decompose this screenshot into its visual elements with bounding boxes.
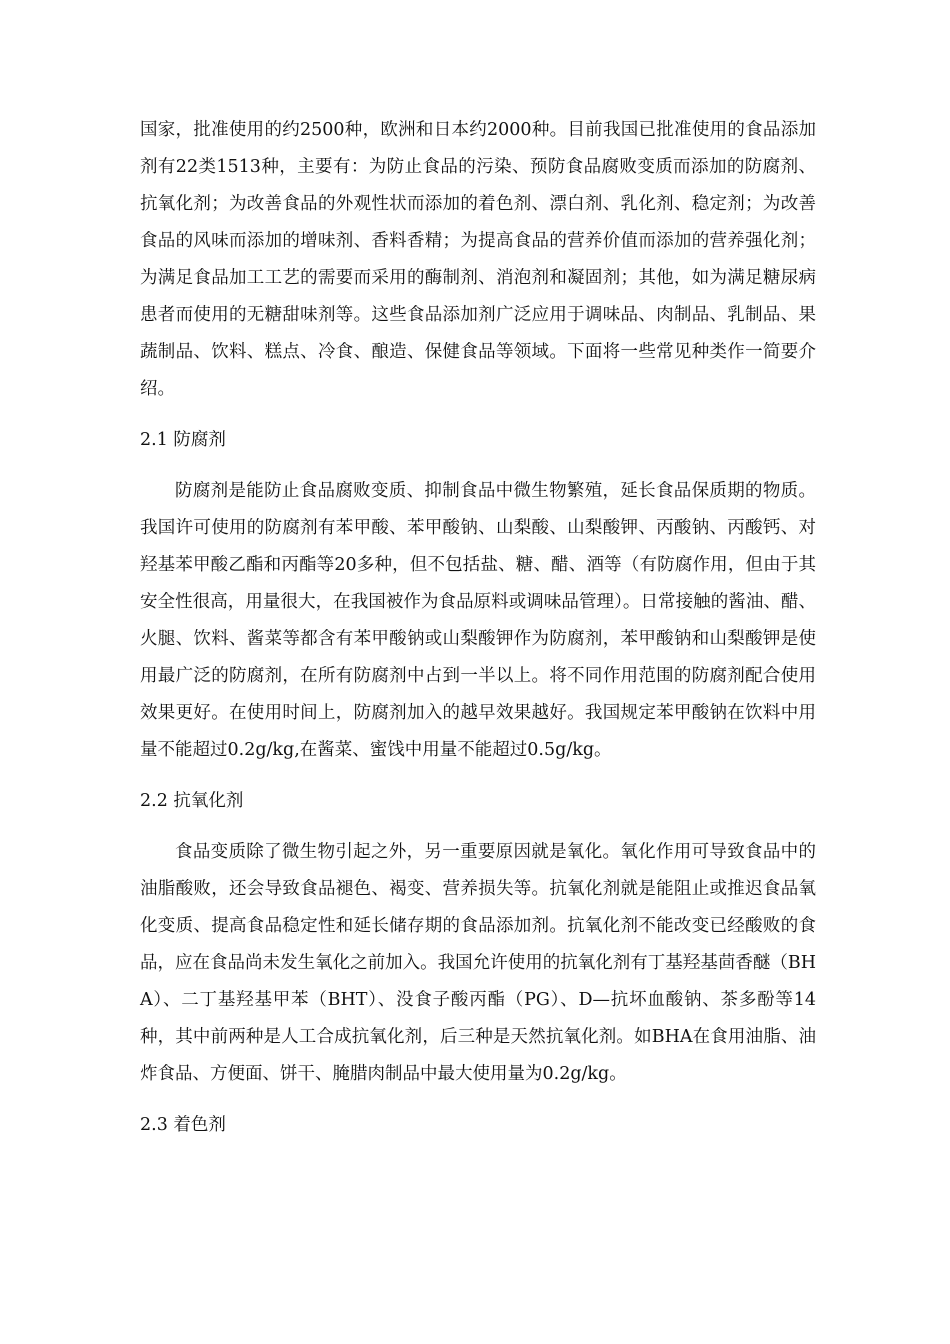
section-heading-colorants: 2.3 着色剂 (140, 1115, 226, 1135)
section-body-antioxidants: 食品变质除了微生物引起之外，另一重要原因就是氧化。氧化作用可导致食品中的油脂酸败，还会导致食品褪色、褐变、营养损失等。抗氧化剂就是能阻止或推迟食品氧化变质、提高食品稳定性和延长储存期的食品添加剂。抗氧化剂不能改变已经酸败的食品，应在食品尚未发生氧化之前加入。我国允许使用的抗氧化剂有丁基羟基茴香醚（BHA）、二丁基羟基甲苯（BHT）、没食子酸丙酯（PG）、D—抗坏血酸钠、茶多酚等14种，其中前两种是人工合成抗氧化剂，后三种是天然抗氧化剂。如BHA在食用油脂、油炸食品、方便面、饼干、腌腊肉制品中最大使用量为0.2g/kg。 (140, 842, 816, 1084)
section-heading-antioxidants: 2.2 抗氧化剂 (140, 791, 244, 811)
section-heading-preservatives: 2.1 防腐剂 (140, 430, 226, 450)
section-body-preservatives: 防腐剂是能防止食品腐败变质、抑制食品中微生物繁殖，延长食品保质期的物质。我国许可使用的防腐剂有苯甲酸、苯甲酸钠、山梨酸、山梨酸钾、丙酸钠、丙酸钙、对羟基苯甲酸乙酯和丙酯等20多种，但不包括盐、糖、醋、酒等（有防腐作用，但由于其安全性很高，用量很大，在我国被作为食品原料或调味品管理）。日常接触的酱油、醋、火腿、饮料、酱菜等都含有苯甲酸钠或山梨酸钾作为防腐剂，苯甲酸钠和山梨酸钾是使用最广泛的防腐剂，在所有防腐剂中占到一半以上。将不同作用范围的防腐剂配合使用效果更好。在使用时间上，防腐剂加入的越早效果越好。我国规定苯甲酸钠在饮料中用量不能超过0.2g/kg,在酱菜、蜜饯中用量不能超过0.5g/kg。 (140, 481, 816, 760)
intro-paragraph: 国家，批准使用的约2500种，欧洲和日本约2000种。目前我国已批准使用的食品添加剂有22类1513种，主要有：为防止食品的污染、预防食品腐败变质而添加的防腐剂、抗氧化剂；为改善食品的外观性状而添加的着色剂、漂白剂、乳化剂、稳定剂；为改善食品的风味而添加的增味剂、香料香精；为提高食品的营养价值而添加的营养强化剂；为满足食品加工工艺的需要而采用的酶制剂、消泡剂和凝固剂；其他，如为满足糖尿病患者而使用的无糖甜味剂等。这些食品添加剂广泛应用于调味品、肉制品、乳制品、果蔬制品、饮料、糕点、冷食、酿造、保健食品等领域。下面将一些常见种类作一简要介绍。 (140, 120, 816, 399)
document-page (140, 112, 816, 1144)
